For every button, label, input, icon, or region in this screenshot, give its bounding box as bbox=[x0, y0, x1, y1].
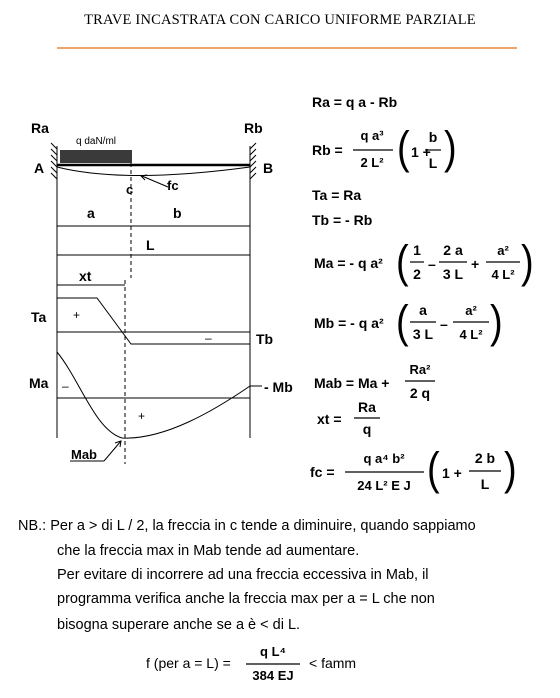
label-c: c bbox=[126, 182, 134, 197]
svg-text:3 L: 3 L bbox=[442, 266, 464, 282]
svg-text:a²: a² bbox=[497, 243, 509, 258]
label-Mab: Mab bbox=[71, 447, 97, 462]
label-fc: fc bbox=[167, 178, 179, 193]
svg-text:24 L² E J: 24 L² E J bbox=[357, 478, 411, 493]
moment-negative-sign: – bbox=[62, 379, 69, 393]
label-xt: xt bbox=[79, 268, 92, 284]
svg-text:fc =: fc = bbox=[310, 464, 335, 480]
svg-text:(: ( bbox=[396, 295, 409, 347]
svg-text:q a⁴ b²: q a⁴ b² bbox=[363, 451, 405, 466]
label-b: b bbox=[173, 205, 182, 221]
svg-text:Ma = - q a²: Ma = - q a² bbox=[314, 255, 383, 271]
svg-text:Ra: Ra bbox=[358, 399, 376, 415]
right-fixed-support bbox=[250, 143, 256, 182]
svg-text:Ta = Ra: Ta = Ra bbox=[312, 187, 362, 203]
shear-diagram bbox=[57, 298, 250, 344]
svg-text:384 EJ: 384 EJ bbox=[252, 668, 294, 683]
svg-text:a²: a² bbox=[465, 303, 477, 318]
svg-text:–: – bbox=[428, 256, 436, 272]
label-Ra: Ra bbox=[31, 120, 49, 136]
formula-fc bbox=[310, 443, 517, 494]
note-line-1: NB.: Per a > di L / 2, la freccia in c tende a diminuire, quando sappiamo bbox=[18, 518, 476, 534]
svg-text:): ) bbox=[444, 121, 457, 173]
label-Tb: Tb bbox=[256, 331, 274, 347]
svg-text:b: b bbox=[428, 129, 438, 145]
shear-negative-sign: – bbox=[205, 331, 212, 345]
note-line-4: programma verifica anche la freccia max per a = L che non bbox=[57, 591, 435, 607]
moment-positive-sign: + bbox=[138, 409, 146, 423]
svg-text:): ) bbox=[490, 295, 503, 347]
svg-text:< famm: < famm bbox=[309, 655, 357, 671]
svg-text:(: ( bbox=[427, 442, 440, 494]
formula-mb bbox=[314, 296, 503, 347]
svg-text:Ra = q a - Rb: Ra = q a - Rb bbox=[312, 94, 398, 110]
left-fixed-support bbox=[51, 143, 57, 182]
note-line-5: bisogna superare anche se a è < di L. bbox=[57, 617, 301, 633]
svg-text:2 a: 2 a bbox=[443, 242, 463, 258]
svg-text:2 L²: 2 L² bbox=[360, 155, 384, 170]
shear-positive-sign: + bbox=[73, 308, 81, 322]
page-title: TRAVE INCASTRATA CON CARICO UNIFORME PARZIALE bbox=[84, 12, 476, 28]
formula-xt bbox=[317, 399, 380, 437]
label-L: L bbox=[146, 237, 155, 253]
formula-f-max bbox=[146, 644, 356, 683]
svg-text:Rb =: Rb = bbox=[312, 142, 343, 158]
svg-text:f (per a = L) =: f (per a = L) = bbox=[146, 655, 231, 671]
svg-text:): ) bbox=[504, 442, 517, 494]
svg-text:xt =: xt = bbox=[317, 411, 342, 427]
svg-text:q L⁴: q L⁴ bbox=[260, 644, 286, 659]
svg-text:1: 1 bbox=[413, 242, 421, 258]
formula-ta bbox=[312, 187, 361, 203]
mab-arrow bbox=[104, 441, 121, 461]
formula-mab bbox=[314, 362, 435, 401]
deflection-curve bbox=[57, 167, 250, 176]
svg-text:(: ( bbox=[397, 121, 410, 173]
svg-text:2 b: 2 b bbox=[474, 450, 496, 466]
svg-text:2: 2 bbox=[413, 266, 421, 282]
uniform-load-block bbox=[60, 150, 132, 163]
svg-text:L: L bbox=[428, 155, 438, 171]
svg-text:4 L²: 4 L² bbox=[459, 327, 483, 342]
svg-text:(: ( bbox=[396, 235, 409, 287]
svg-text:Mb = - q a²: Mb = - q a² bbox=[314, 315, 384, 331]
svg-text:): ) bbox=[521, 235, 534, 287]
svg-text:+: + bbox=[471, 256, 480, 272]
svg-text:1 +: 1 + bbox=[442, 465, 462, 481]
svg-text:Ra²: Ra² bbox=[409, 362, 431, 377]
svg-text:Tb = - Rb: Tb = - Rb bbox=[312, 212, 373, 228]
fc-arrow bbox=[142, 176, 168, 187]
moment-curve bbox=[57, 352, 250, 438]
formula-tb bbox=[312, 212, 372, 228]
formula-ra bbox=[312, 94, 397, 110]
svg-text:4 L²: 4 L² bbox=[491, 267, 515, 282]
label-a: a bbox=[87, 205, 95, 221]
label-Ma: Ma bbox=[29, 375, 49, 391]
svg-text:q: q bbox=[362, 421, 372, 437]
label-load: q daN/ml bbox=[76, 136, 117, 147]
svg-text:2 q: 2 q bbox=[409, 385, 431, 401]
label-Mb: - Mb bbox=[264, 379, 293, 395]
svg-text:q a³: q a³ bbox=[360, 128, 384, 143]
svg-text:a: a bbox=[419, 302, 427, 318]
svg-text:–: – bbox=[440, 316, 448, 332]
formula-ma bbox=[314, 236, 534, 287]
label-B: B bbox=[263, 160, 274, 176]
note-line-3: Per evitare di incorrere ad una freccia eccessiva in Mab, il bbox=[57, 567, 429, 583]
label-Ta: Ta bbox=[31, 309, 47, 325]
svg-text:L: L bbox=[480, 476, 490, 492]
label-Rb: Rb bbox=[244, 120, 263, 136]
svg-text:Mab = Ma +: Mab = Ma + bbox=[314, 375, 390, 391]
note-line-2: che la freccia max in Mab tende ad aumentare. bbox=[57, 543, 360, 559]
label-A: A bbox=[34, 160, 45, 176]
svg-text:3 L: 3 L bbox=[412, 326, 434, 342]
formula-rb bbox=[312, 122, 457, 173]
svg-text:1 +: 1 + bbox=[411, 144, 431, 160]
